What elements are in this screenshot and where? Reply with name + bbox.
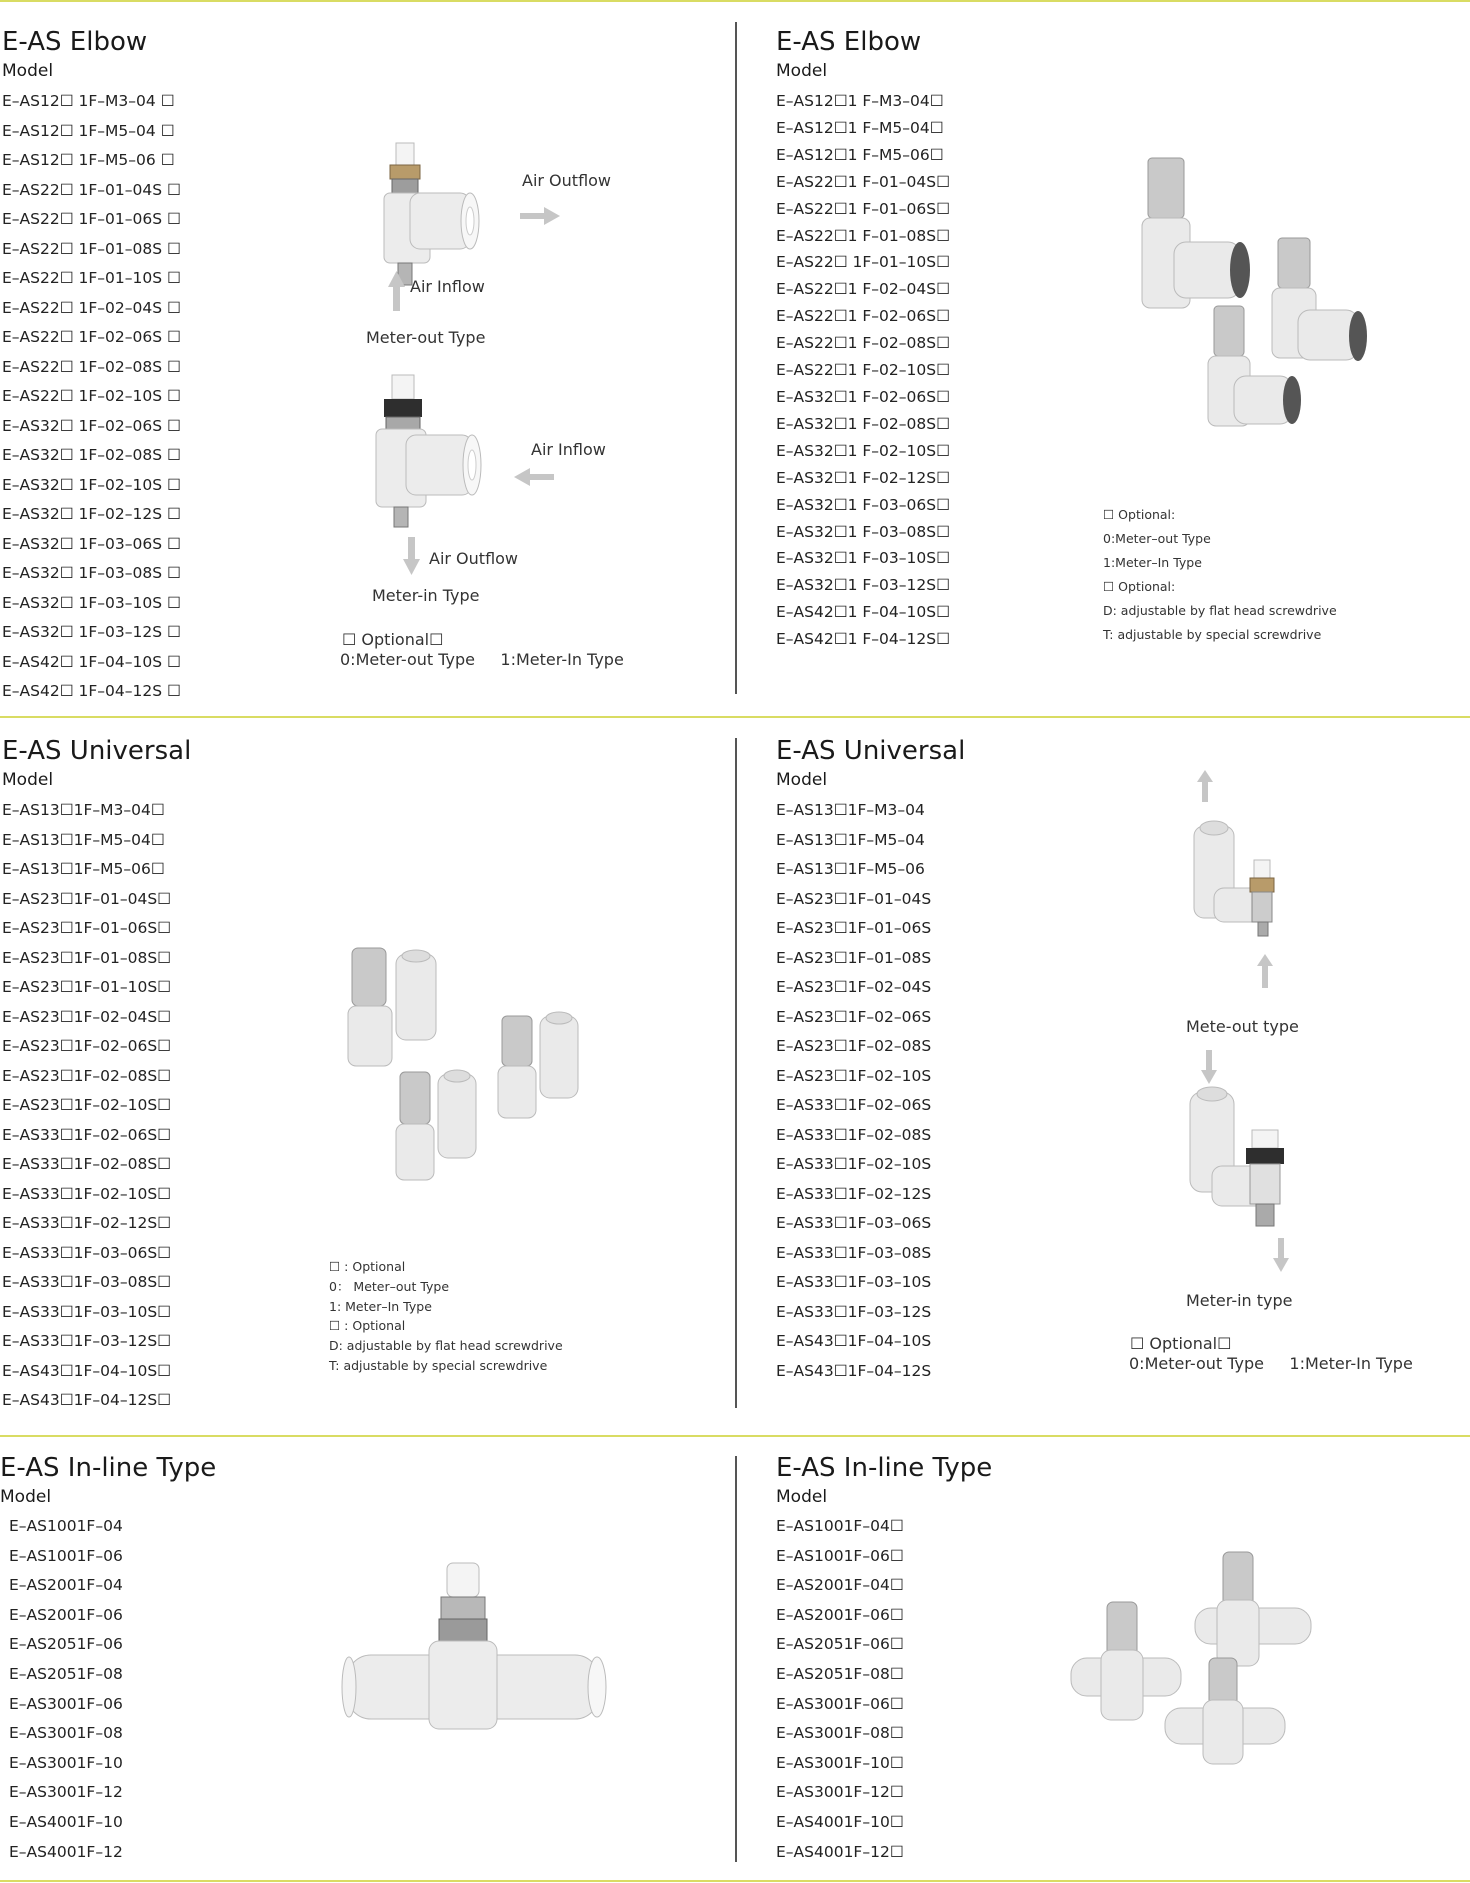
model-item: E–AS1001F–04 xyxy=(9,1517,123,1535)
note-line: T: adjustable by special screwdrive xyxy=(1103,627,1322,642)
section-title: E-AS In-line Type xyxy=(0,1453,217,1483)
model-item: E–AS12☐1 F–M5–04☐ xyxy=(776,118,944,137)
model-item: E–AS23☐1F–01–08S xyxy=(776,948,932,967)
model-item: E–AS22☐ 1F–01–06S ☐ xyxy=(2,210,181,228)
model-item: E–AS2001F–04 xyxy=(9,1576,123,1595)
optional-note: ☐ Optional☐ xyxy=(342,630,444,649)
model-item: E–AS13☐1F–M5–06 xyxy=(776,860,925,878)
model-item: E–AS33☐1F–03–12S☐ xyxy=(2,1332,172,1350)
model-item: E–AS22☐ 1F–01–10S ☐ xyxy=(2,269,181,287)
model-item: E–AS22☐1 F–02–10S☐ xyxy=(776,361,950,380)
model-item: E–AS23☐1F–02–04S☐ xyxy=(2,1007,172,1026)
model-item: E–AS32☐ 1F–03–10S ☐ xyxy=(2,593,181,612)
model-item: E–AS13☐1F–M5–04 xyxy=(776,830,925,849)
model-item: E–AS4001F–12☐ xyxy=(776,1842,904,1861)
model-item: E–AS3001F–08☐ xyxy=(776,1724,904,1743)
inline-product-photo xyxy=(1065,1540,1335,1770)
model-item: E–AS33☐1F–03–08S xyxy=(776,1243,932,1262)
air-inflow-label-2: Air Inflow xyxy=(531,440,606,459)
model-item: E–AS42☐ 1F–04–10S ☐ xyxy=(2,652,181,671)
note-line: ☐ : Optional xyxy=(329,1259,406,1274)
model-item: E–AS1001F–06☐ xyxy=(776,1546,904,1565)
model-item: E–AS23☐1F–02–06S xyxy=(776,1007,932,1026)
model-item: E–AS13☐1F–M5–04☐ xyxy=(2,830,165,849)
note-line: 1:Meter–In Type xyxy=(1103,555,1202,570)
type-options-note: 0:Meter-out Type 1:Meter-In Type xyxy=(1129,1354,1413,1373)
section-title: E-AS Elbow xyxy=(776,27,922,57)
model-item: E–AS22☐1 F–01–06S☐ xyxy=(776,199,950,218)
model-item: E–AS42☐ 1F–04–12S ☐ xyxy=(2,682,181,700)
model-item: E–AS3001F–12 xyxy=(9,1783,123,1802)
options-notes xyxy=(1103,503,1337,647)
model-item: E–AS1001F–06 xyxy=(9,1546,123,1565)
model-item: E–AS22☐ 1F–02–08S ☐ xyxy=(2,357,181,376)
model-item: E–AS4001F–10☐ xyxy=(776,1812,904,1831)
air-outflow-label-2: Air Outflow xyxy=(429,549,519,568)
model-item: E–AS2001F–06☐ xyxy=(776,1605,904,1624)
note-line: D: adjustable by flat head screwdrive xyxy=(329,1338,563,1354)
model-list xyxy=(2,87,181,707)
meter-in-caption: Meter-in type xyxy=(1186,1291,1293,1310)
model-item: E–AS32☐ 1F–03–08S ☐ xyxy=(2,564,181,582)
model-label: Model xyxy=(2,61,54,81)
model-item: E–AS33☐1F–02–06S☐ xyxy=(2,1125,172,1144)
model-item: E–AS13☐1F–M5–06☐ xyxy=(2,860,165,878)
universal-meter-out-image xyxy=(1180,770,1330,990)
model-item: E–AS2001F–04☐ xyxy=(776,1576,904,1595)
section-title: E-AS Elbow xyxy=(2,27,148,57)
note-line: ☐ Optional: xyxy=(1103,579,1176,594)
model-item: E–AS33☐1F–03–10S xyxy=(776,1273,932,1291)
universal-product-photo xyxy=(340,940,600,1200)
model-item: E–AS32☐1 F–03–08S☐ xyxy=(776,522,950,541)
section-title: E-AS In-line Type xyxy=(776,1453,993,1483)
row-divider-2 xyxy=(0,1435,1470,1437)
model-item: E–AS22☐ 1F–02–04S ☐ xyxy=(2,298,181,317)
model-item: E–AS3001F–12☐ xyxy=(776,1783,904,1802)
model-item: E–AS43☐1F–04–12S☐ xyxy=(2,1391,172,1409)
bottom-divider xyxy=(0,1880,1470,1882)
model-item: E–AS23☐1F–01–10S☐ xyxy=(2,978,172,996)
model-item: E–AS42☐1 F–04–10S☐ xyxy=(776,603,950,622)
options-notes xyxy=(329,1257,563,1376)
model-list xyxy=(9,1512,123,1867)
meter-in-caption: Meter-in Type xyxy=(372,586,480,605)
model-item: E–AS32☐1 F–02–08S☐ xyxy=(776,414,950,433)
model-item: E–AS22☐1 F–01–04S☐ xyxy=(776,172,950,191)
model-list xyxy=(776,88,950,653)
model-item: E–AS33☐1F–02–10S☐ xyxy=(2,1184,172,1203)
model-item: E–AS2051F–06☐ xyxy=(776,1635,904,1654)
note-line: 1: Meter–In Type xyxy=(329,1298,432,1314)
model-item: E–AS33☐1F–03–12S xyxy=(776,1302,932,1321)
universal-meter-in-image xyxy=(1180,1048,1330,1278)
model-label: Model xyxy=(776,61,828,81)
elbow-meter-out-image xyxy=(370,125,580,350)
model-item: E–AS23☐1F–01–06S☐ xyxy=(2,919,172,937)
column-divider-1 xyxy=(735,22,737,694)
model-item: E–AS23☐1F–02–08S☐ xyxy=(2,1066,172,1085)
model-item: E–AS22☐ 1F–01–08S ☐ xyxy=(2,239,181,258)
model-item: E–AS32☐ 1F–02–10S ☐ xyxy=(2,475,181,494)
model-item: E–AS22☐ 1F–01–04S ☐ xyxy=(2,180,181,199)
model-item: E–AS33☐1F–02–06S xyxy=(776,1096,932,1114)
model-item: E–AS2001F–06 xyxy=(9,1605,123,1624)
model-item: E–AS33☐1F–03–08S☐ xyxy=(2,1273,172,1291)
mete-out-caption: Mete-out type xyxy=(1186,1017,1299,1036)
model-item: E–AS23☐1F–02–08S xyxy=(776,1037,932,1055)
model-item: E–AS22☐1 F–02–08S☐ xyxy=(776,334,950,353)
model-item: E–AS3001F–08 xyxy=(9,1724,123,1743)
model-label: Model xyxy=(776,770,828,790)
model-item: E–AS33☐1F–03–10S☐ xyxy=(2,1302,172,1321)
model-item: E–AS3001F–06 xyxy=(9,1694,123,1713)
model-label: Model xyxy=(776,1487,828,1507)
model-item: E–AS23☐1F–02–04S xyxy=(776,978,932,996)
model-item: E–AS32☐1 F–03–12S☐ xyxy=(776,576,950,595)
model-item: E–AS4001F–10 xyxy=(9,1812,123,1831)
model-item: E–AS22☐ 1F–02–10S ☐ xyxy=(2,387,181,405)
note-line: T: adjustable by special screwdrive xyxy=(329,1357,548,1373)
model-item: E–AS33☐1F–02–08S xyxy=(776,1125,932,1144)
model-item: E–AS33☐1F–02–12S xyxy=(776,1184,932,1203)
model-item: E–AS32☐ 1F–03–06S ☐ xyxy=(2,534,181,553)
model-item: E–AS3001F–10☐ xyxy=(776,1753,904,1772)
model-item: E–AS22☐1 F–01–08S☐ xyxy=(776,226,950,245)
note-line: 0:Meter–out Type xyxy=(1103,531,1211,546)
model-list xyxy=(776,1512,904,1867)
model-item: E–AS1001F–04☐ xyxy=(776,1517,904,1535)
model-item: E–AS23☐1F–01–08S☐ xyxy=(2,948,172,967)
model-item: E–AS22☐1 F–02–06S☐ xyxy=(776,307,950,326)
model-item: E–AS32☐1 F–03–06S☐ xyxy=(776,495,950,514)
meter-out-caption: Meter-out Type xyxy=(366,328,486,347)
model-item: E–AS32☐ 1F–02–12S ☐ xyxy=(2,505,181,523)
model-item: E–AS13☐1F–M3–04☐ xyxy=(2,801,165,819)
model-item: E–AS12☐ 1F–M3–04 ☐ xyxy=(2,92,175,110)
model-item: E–AS23☐1F–02–10S xyxy=(776,1066,932,1085)
model-item: E–AS4001F–12 xyxy=(9,1842,123,1861)
model-item: E–AS32☐1 F–02–10S☐ xyxy=(776,441,950,460)
model-item: E–AS12☐ 1F–M5–04 ☐ xyxy=(2,121,175,140)
column-divider-2 xyxy=(735,738,737,1408)
model-item: E–AS23☐1F–01–04S xyxy=(776,889,932,908)
model-item: E–AS42☐1 F–04–12S☐ xyxy=(776,630,950,649)
model-item: E–AS23☐1F–02–10S☐ xyxy=(2,1096,172,1114)
section-title: E-AS Universal xyxy=(2,736,192,766)
model-label: Model xyxy=(2,770,54,790)
model-item: E–AS23☐1F–02–06S☐ xyxy=(2,1037,172,1055)
air-inflow-label: Air Inflow xyxy=(410,277,485,296)
model-item: E–AS32☐ 1F–03–12S ☐ xyxy=(2,623,181,641)
model-item: E–AS23☐1F–01–06S xyxy=(776,919,932,937)
column-divider-3 xyxy=(735,1456,737,1862)
model-label: Model xyxy=(0,1487,52,1507)
note-line: ☐ Optional: xyxy=(1103,507,1176,522)
elbow-product-photo xyxy=(1130,150,1390,440)
model-item: E–AS32☐1 F–03–10S☐ xyxy=(776,549,950,568)
model-item: E–AS43☐1F–04–10S xyxy=(776,1332,932,1350)
section-title: E-AS Universal xyxy=(776,736,966,766)
air-outflow-label: Air Outflow xyxy=(522,171,612,190)
model-item: E–AS2051F–08 xyxy=(9,1664,123,1683)
model-item: E–AS13☐1F–M3–04 xyxy=(776,801,925,819)
row-divider-1 xyxy=(0,716,1470,718)
top-divider xyxy=(0,0,1470,2)
model-item: E–AS23☐1F–01–04S☐ xyxy=(2,889,172,908)
note-line: 0： Meter–out Type xyxy=(329,1278,450,1294)
model-item: E–AS32☐1 F–02–06S☐ xyxy=(776,387,950,406)
model-item: E–AS32☐1 F–02–12S☐ xyxy=(776,468,950,487)
model-item: E–AS33☐1F–03–06S☐ xyxy=(2,1243,172,1262)
type-options-note: 0:Meter-out Type 1:Meter-In Type xyxy=(340,650,624,669)
model-item: E–AS3001F–10 xyxy=(9,1753,123,1772)
note-line: D: adjustable by flat head screwdrive xyxy=(1103,603,1337,618)
optional-note: ☐ Optional☐ xyxy=(1130,1334,1232,1353)
inline-meter-image xyxy=(335,1555,615,1745)
model-item: E–AS43☐1F–04–12S xyxy=(776,1361,932,1380)
model-item: E–AS22☐ 1F–01–10S☐ xyxy=(776,253,950,272)
model-item: E–AS2051F–08☐ xyxy=(776,1664,904,1683)
model-item: E–AS22☐1 F–02–04S☐ xyxy=(776,280,950,299)
model-item: E–AS33☐1F–02–10S xyxy=(776,1155,932,1173)
model-item: E–AS33☐1F–02–12S☐ xyxy=(2,1214,172,1232)
model-item: E–AS3001F–06☐ xyxy=(776,1694,904,1713)
model-list xyxy=(2,796,171,1416)
model-item: E–AS43☐1F–04–10S☐ xyxy=(2,1361,172,1380)
model-item: E–AS22☐ 1F–02–06S ☐ xyxy=(2,328,181,346)
model-item: E–AS12☐1 F–M5–06☐ xyxy=(776,145,944,164)
model-item: E–AS12☐ 1F–M5–06 ☐ xyxy=(2,151,175,169)
note-line: ☐ : Optional xyxy=(329,1318,406,1334)
model-item: E–AS2051F–06 xyxy=(9,1635,123,1654)
model-item: E–AS33☐1F–03–06S xyxy=(776,1214,932,1232)
model-item: E–AS33☐1F–02–08S☐ xyxy=(2,1155,172,1173)
model-item: E–AS32☐ 1F–02–08S ☐ xyxy=(2,446,181,464)
model-list xyxy=(776,796,931,1386)
model-item: E–AS12☐1 F–M3–04☐ xyxy=(776,92,944,110)
model-item: E–AS32☐ 1F–02–06S ☐ xyxy=(2,416,181,435)
